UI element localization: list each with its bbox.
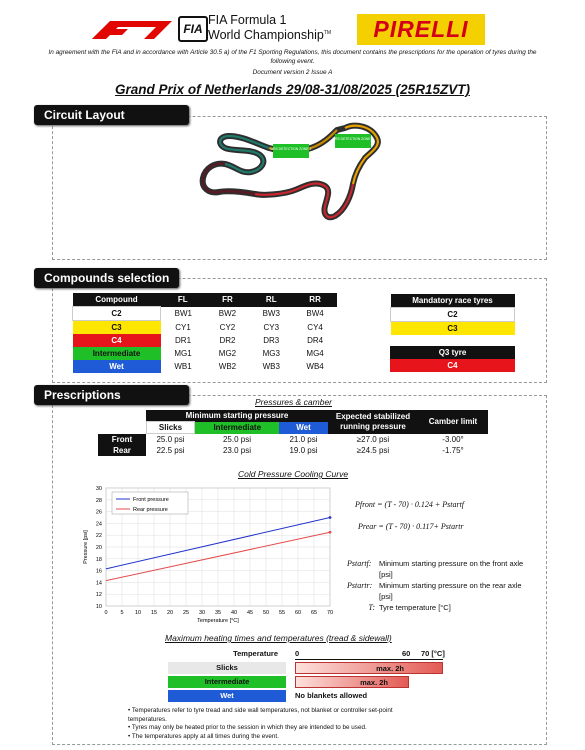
- y-tick-label: 12: [95, 592, 102, 599]
- y-tick-label: 22: [95, 533, 102, 540]
- compounds-header-row: [73, 293, 338, 307]
- x-tick-label: 0: [104, 610, 108, 616]
- x-tick-label: 60: [294, 610, 302, 616]
- col-compound: Compound: [73, 293, 161, 307]
- col-fr: FR: [206, 293, 250, 307]
- col-rl: RL: [249, 293, 293, 307]
- pressure-row-front: [98, 434, 488, 446]
- x-tick-label: 50: [262, 610, 270, 616]
- x-axis-label: Temperature [°C]: [197, 618, 239, 624]
- legend-entry: T: Tyre temperature [°C]: [368, 603, 451, 612]
- curve-title: Cold Pressure Cooling Curve: [238, 469, 349, 479]
- x-tick-label: 70: [326, 610, 334, 616]
- tyre-code: CY4: [307, 322, 323, 332]
- heating-title: Maximum heating times and temperatures (tread & sidewall): [165, 633, 392, 643]
- section-compounds: Compounds selection: [34, 268, 179, 288]
- tyre-code: MG3: [262, 349, 280, 358]
- heat-scale-60: 60: [402, 649, 411, 658]
- cooling-curve-chart: [78, 482, 340, 630]
- axle-label: Rear: [98, 445, 146, 456]
- q3-tyre: C4: [390, 359, 515, 372]
- formula-rear: Prear = (T - 70) · 0.117+ Pstartr: [358, 522, 464, 531]
- heat-row-label: Intermediate: [168, 676, 286, 688]
- heat-temp-label: Temperature: [233, 649, 278, 658]
- min-pressure-header: Minimum starting pressure: [146, 410, 328, 422]
- tyre-code: WB3: [262, 362, 280, 371]
- tyre-code: BW1: [174, 309, 192, 318]
- mandatory-title: Mandatory race tyres: [391, 294, 515, 308]
- note: • Temperatures refer to tyre tread and side wall temperatures, not blanket or controller set-point temperatures.: [128, 707, 393, 723]
- tyre-code: MG4: [306, 349, 324, 358]
- y-tick-label: 18: [95, 556, 102, 563]
- tyre-code: BW2: [218, 309, 237, 318]
- section-circuit-layout: Circuit Layout: [34, 105, 189, 125]
- value-cell: 21.0 psi: [289, 434, 318, 444]
- col-intermediate: Intermediate: [195, 422, 279, 434]
- col-wet: Wet: [279, 422, 328, 434]
- heating-table: [168, 648, 448, 704]
- q3-title: Q3 tyre: [390, 346, 515, 359]
- compound-row: [73, 347, 338, 360]
- f1-logo: [88, 14, 174, 40]
- tyre-code: WB1: [174, 362, 192, 371]
- compound-row: [73, 334, 338, 347]
- mandatory-tyre: C3: [391, 322, 515, 336]
- x-tick-label: 10: [134, 610, 142, 616]
- pirelli-wordmark: PIRELLI: [373, 16, 469, 42]
- tyre-code: CY1: [175, 322, 191, 332]
- series-point: [329, 531, 332, 534]
- heat-bar-slicks: max. 2h: [295, 662, 443, 674]
- y-tick-label: 26: [95, 509, 102, 516]
- tyre-code: MG1: [174, 349, 192, 358]
- x-tick-label: 55: [278, 610, 286, 616]
- intro-text: In agreement with the FIA and in accordance with Article 30.5 a) of the F1 Sporting Regulations, this document contains the prescriptions for the operation of tyres during the following event.: [48, 49, 537, 65]
- y-tick-label: 24: [95, 521, 102, 528]
- legend-label: Front pressure: [133, 497, 169, 503]
- tyre-code: DR1: [175, 336, 192, 345]
- heat-row-label: Wet: [168, 690, 286, 702]
- value-cell: -1.75°: [442, 446, 464, 455]
- y-tick-label: 10: [95, 604, 102, 610]
- camber-header: Camber limit: [418, 410, 488, 434]
- tyre-code: WB4: [306, 362, 324, 371]
- tyre-code: CY2: [219, 322, 236, 332]
- axle-label: Front: [98, 434, 146, 446]
- col-rr: RR: [293, 293, 337, 307]
- note: • The temperatures apply at all times during the event.: [128, 732, 279, 740]
- heat-bar-intermediate: max. 2h: [295, 676, 409, 688]
- compound-row: [73, 307, 338, 321]
- value-cell: 25.0 psi: [156, 435, 185, 444]
- pressures-table: [98, 410, 488, 456]
- page-title: Grand Prix of Netherlands 29/08-31/08/2025 (25R15ZVT): [115, 82, 470, 97]
- x-tick-label: 35: [214, 610, 222, 616]
- heat-row-label: Slicks: [168, 662, 286, 674]
- value-cell: 25.0 psi: [222, 434, 251, 444]
- y-axis-label: Pressure [psi]: [83, 530, 89, 564]
- y-tick-label: 16: [95, 568, 102, 575]
- heating-notes: [128, 707, 428, 741]
- y-tick-label: 14: [95, 580, 102, 587]
- y-tick-label: 20: [95, 545, 102, 551]
- mandatory-tyre: C2: [391, 308, 515, 322]
- tyre-code: BW3: [262, 309, 280, 318]
- x-tick-label: 25: [182, 610, 190, 616]
- series-point: [329, 516, 332, 519]
- expected-pressure-header: Expected stabilized running pressure: [328, 410, 418, 434]
- tyre-code: WB2: [218, 362, 237, 371]
- x-tick-label: 30: [198, 610, 206, 616]
- value-cell: 23.0 psi: [222, 446, 251, 455]
- compound-name: C4: [73, 334, 161, 347]
- drs-zone-1-label: DRS DETECTION ZONE 2: [270, 147, 312, 151]
- compound-name: C2: [73, 307, 161, 321]
- tyre-code: DR4: [307, 336, 324, 345]
- heat-bar-wet: No blankets allowed: [295, 691, 368, 700]
- legend-entry: Pstartf: Minimum starting pressure on the front axle [psi]: [347, 559, 524, 579]
- col-slicks: Slicks: [146, 422, 195, 434]
- tyre-code: BW4: [306, 309, 324, 318]
- value-cell: -3.00°: [442, 434, 464, 444]
- compound-row: [73, 360, 338, 373]
- x-tick-label: 5: [120, 610, 124, 616]
- pressure-row-rear: [98, 445, 488, 456]
- q3-tyre-table: [390, 346, 515, 372]
- tyre-code: MG2: [218, 349, 237, 358]
- pressures-title: Pressures & camber: [255, 397, 332, 407]
- fia-badge: FIA: [178, 16, 208, 42]
- note: • Tyres may only be heated prior to the session in which they are intended to be used.: [128, 724, 367, 732]
- y-tick-label: 30: [95, 486, 102, 492]
- tyre-code: DR2: [219, 336, 236, 345]
- mandatory-tyres-table: [390, 294, 515, 335]
- drs-zone-2-label: DRS DETECTION ZONE 1: [332, 137, 374, 141]
- heat-scale-70: 70 [°C]: [421, 649, 445, 658]
- y-tick-label: 28: [95, 497, 102, 504]
- compound-row: [73, 321, 338, 335]
- compounds-table: [72, 293, 337, 373]
- x-tick-label: 40: [230, 610, 238, 616]
- x-tick-label: 45: [246, 610, 254, 616]
- value-cell: 22.5 psi: [156, 446, 185, 455]
- section-prescriptions: Prescriptions: [34, 385, 189, 405]
- tyre-code: DR3: [263, 336, 280, 345]
- x-tick-label: 65: [310, 610, 318, 616]
- legend-entry: Pstartr: Minimum starting pressure on the rear axle [psi]: [347, 581, 522, 601]
- value-cell: 19.0 psi: [289, 446, 318, 455]
- compound-name: C3: [73, 321, 161, 335]
- heat-scale-0: 0: [295, 649, 300, 658]
- formula-legend: [347, 558, 537, 613]
- legend-label: Rear pressure: [133, 507, 168, 513]
- tyre-code: CY3: [263, 322, 280, 332]
- document-version: Document version 2 Issue A: [252, 69, 333, 76]
- circuit-map: [195, 118, 405, 228]
- x-tick-label: 20: [166, 610, 174, 616]
- compound-name: Intermediate: [73, 347, 161, 360]
- value-cell: ≥27.0 psi: [356, 434, 390, 444]
- fia-championship-title: FIA Formula 1 World Championship™: [208, 13, 332, 43]
- x-tick-label: 15: [150, 610, 158, 616]
- compound-name: Wet: [73, 360, 161, 373]
- col-fl: FL: [161, 293, 206, 307]
- formula-front: Pfront = (T - 70) · 0.124 + Pstartf: [355, 500, 465, 509]
- value-cell: ≥24.5 psi: [356, 446, 390, 455]
